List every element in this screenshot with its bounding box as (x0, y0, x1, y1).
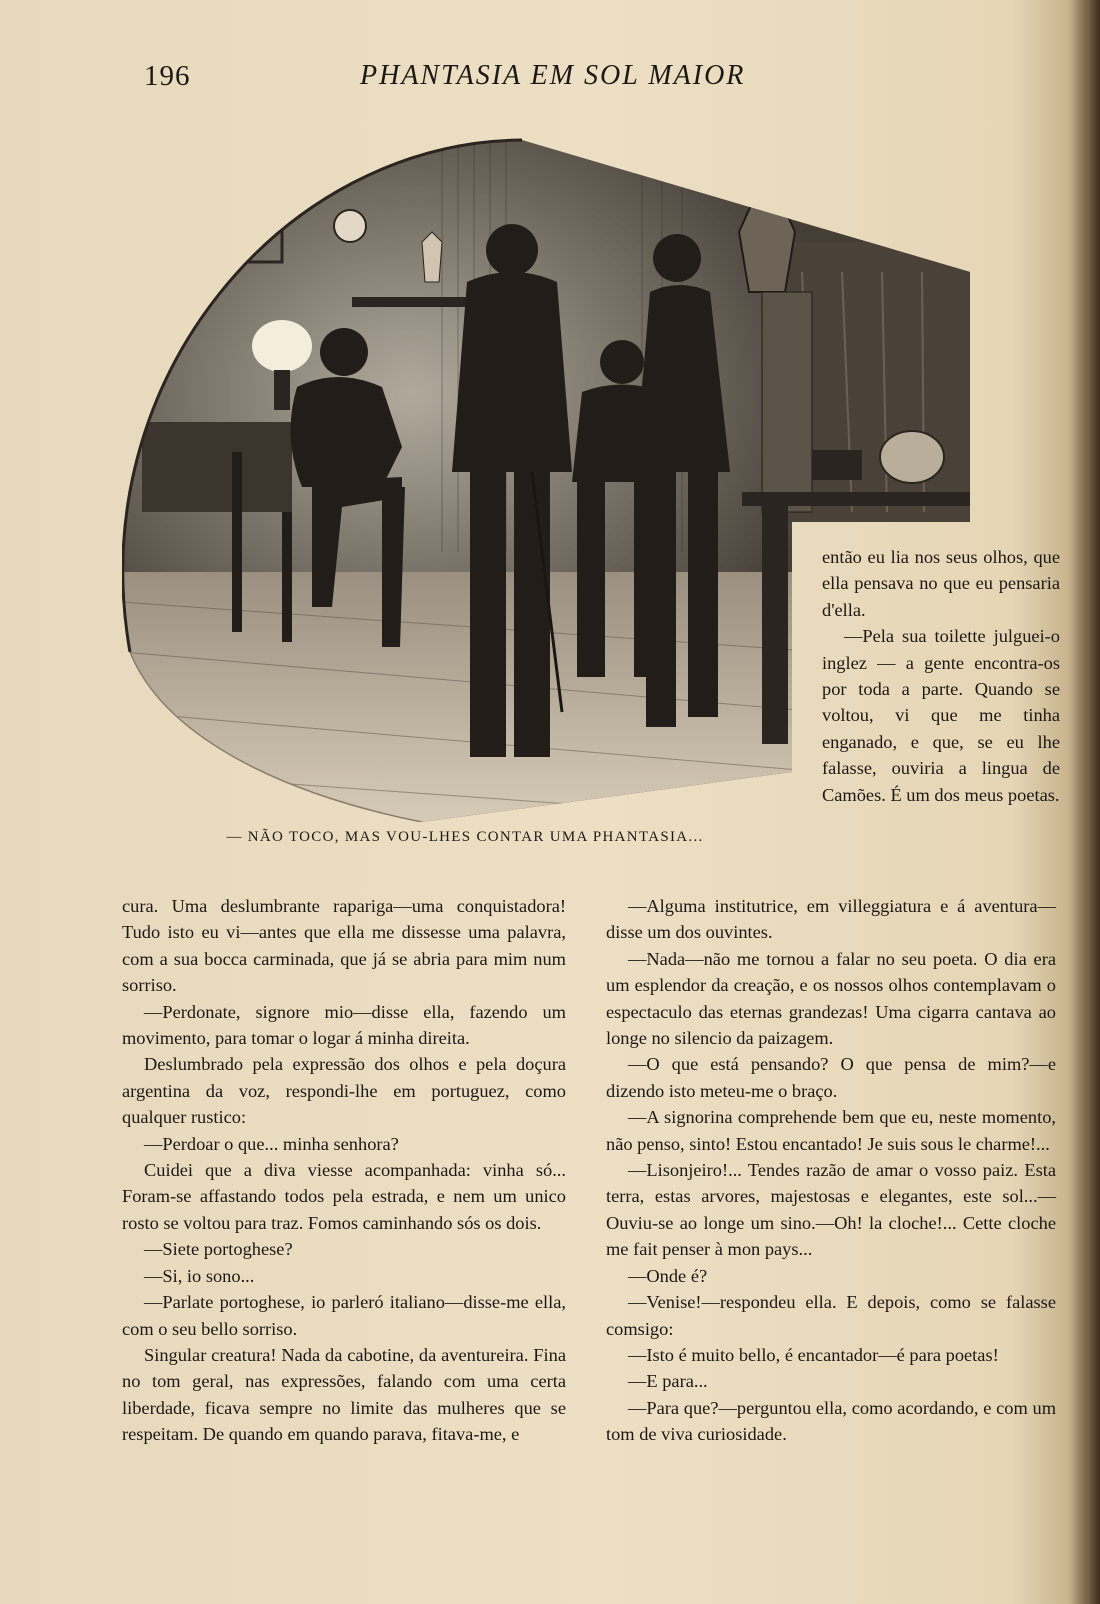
paragraph: então eu lia nos seus olhos, que ella pensava no que eu pensaria d'ella. (822, 547, 1060, 620)
page-number: 196 (144, 60, 191, 92)
side-text-column (822, 544, 1060, 808)
paragraph: Cuidei que a diva viesse acompanhada: vinha só... Foram-se affastando todos pela estrada, e nem um unico rosto se voltou para traz. Fomos caminhando sós os dois. (122, 1160, 566, 1233)
paragraph: —Pela sua toilette julguei-o inglez — a gente encontra-os por toda a parte. Quando se voltou, vi que me tinha enganado, e que, se eu lhe falasse, ouviria a lingua de Camões. É um dos meus poetas. (822, 626, 1060, 805)
paragraph: Singular creatura! Nada da cabotine, da aventureira. Fina no tom geral, nas expressões, falando com uma certa liberdade, ficava sempre no limite das mulheres que se respeitam. De quando em quando parava, fitava-me, e (122, 1344, 566, 1445)
paragraph: —Si, io sono... (144, 1265, 255, 1286)
paragraph: —Venise!—respondeu ella. E depois, como se falasse comsigo: (606, 1292, 1056, 1339)
paragraph: cura. Uma deslumbrante rapariga—uma conquistadora! Tudo isto eu vi—antes que ella me dissesse uma palavra, com a sua bocca carminada, que já se abria para mim num sorriso. (122, 896, 566, 996)
paragraph: Deslumbrado pela expressão dos olhos e pela doçura argentina da voz, respondi-lhe em portuguez, como qualquer rustico: (122, 1054, 566, 1128)
paragraph: —Isto é muito bello, é encantador—é para poetas! (628, 1344, 999, 1365)
right-text-column (606, 893, 1056, 1448)
paragraph: —E para... (628, 1371, 708, 1392)
paragraph: —Lisonjeiro!... Tendes razão de amar o vosso paiz. Esta terra, estas arvores, majestosas e elegantes, este sol...—Ouviu-se ao longe um sino.—Oh! la cloche!... Cette cloche me fait penser à mon pays... (606, 1160, 1056, 1260)
paragraph: —Para que?—perguntou ella, como acordando, e com um tom de viva curiosidade. (606, 1397, 1056, 1445)
paragraph: —O que está pensando? O que pensa de mim?—e dizendo isto meteu-me o braço. (606, 1054, 1056, 1101)
paragraph: —Perdoar o que... minha senhora? (144, 1133, 399, 1154)
paragraph: —Alguma institutrice, em villeggiatura e á aventura—disse um dos ouvintes. (606, 896, 1056, 943)
paragraph: —A signorina comprehende bem que eu, neste momento, não penso, sinto! Estou encantado! Je suis sous le charme!... (606, 1107, 1056, 1154)
paragraph: —Siete portoghese? (144, 1239, 293, 1260)
illustration-caption: — NÃO TOCO, MAS VOU-LHES CONTAR UMA PHANTASIA... (226, 829, 704, 845)
page-edge-shadow (1072, 0, 1100, 1604)
paragraph: —Perdonate, signore mio—disse ella, fazendo um movimento, para tomar o logar á minha direita. (122, 1001, 566, 1049)
left-text-column (122, 893, 566, 1448)
paragraph: —Onde é? (628, 1265, 708, 1286)
paragraph: —Parlate portoghese, io parleró italiano—disse-me ella, com o seu bello sorriso. (122, 1292, 566, 1339)
running-title: PHANTASIA EM SOL MAIOR (360, 60, 746, 91)
paragraph: —Nada—não me tornou a falar no seu poeta. O dia era um esplendor da creação, e os nossos olhos contemplavam o espectaculo das eternas grandezas! Uma cigarra cantava ao longe no silencio da paizagem. (606, 948, 1056, 1049)
